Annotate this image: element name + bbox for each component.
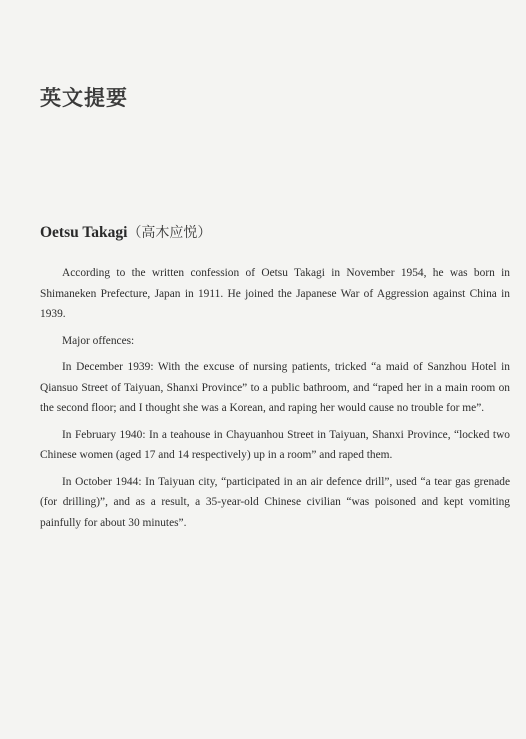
article-heading xyxy=(40,222,211,242)
person-name-cjk: （高木应悦） xyxy=(127,225,212,241)
person-name: Oetsu Takagi xyxy=(40,224,128,241)
paragraph-intro: According to the written confession of Oetsu Takagi in November 1954, he was born in Shimaneken Prefecture, Japan in 1911. He joined the Japanese War of Aggression against China in 1939. xyxy=(40,267,510,320)
article-body xyxy=(40,263,510,539)
paragraph-offence-1939: In December 1939: With the excuse of nursing patients, tricked “a maid of Sanzhou Hotel in Qiansuo Street of Taiyuan, Shanxi Province” to a public bathroom, and “raped her in a main room on the second floor; and I thought she was a Korean, and raping her would cause no trouble for me”. xyxy=(40,361,510,414)
paragraph-offence-1940: In February 1940: In a teahouse in Chayuanhou Street in Taiyuan, Shanxi Province, “locked two Chinese women (aged 17 and 14 respectively) up in a room” and raped them. xyxy=(40,428,510,461)
paragraph-offence-1944: In October 1944: In Taiyuan city, “participated in an air defence drill”, used “a tear gas grenade (for drilling)”, and as a result, a 35-year-old Chinese civilian “was poisoned and kept vomiting painfully for about 30 minutes”. xyxy=(40,475,510,529)
paragraph-offences-label: Major offences: xyxy=(62,334,135,347)
section-title: 英文提要 xyxy=(40,85,128,110)
